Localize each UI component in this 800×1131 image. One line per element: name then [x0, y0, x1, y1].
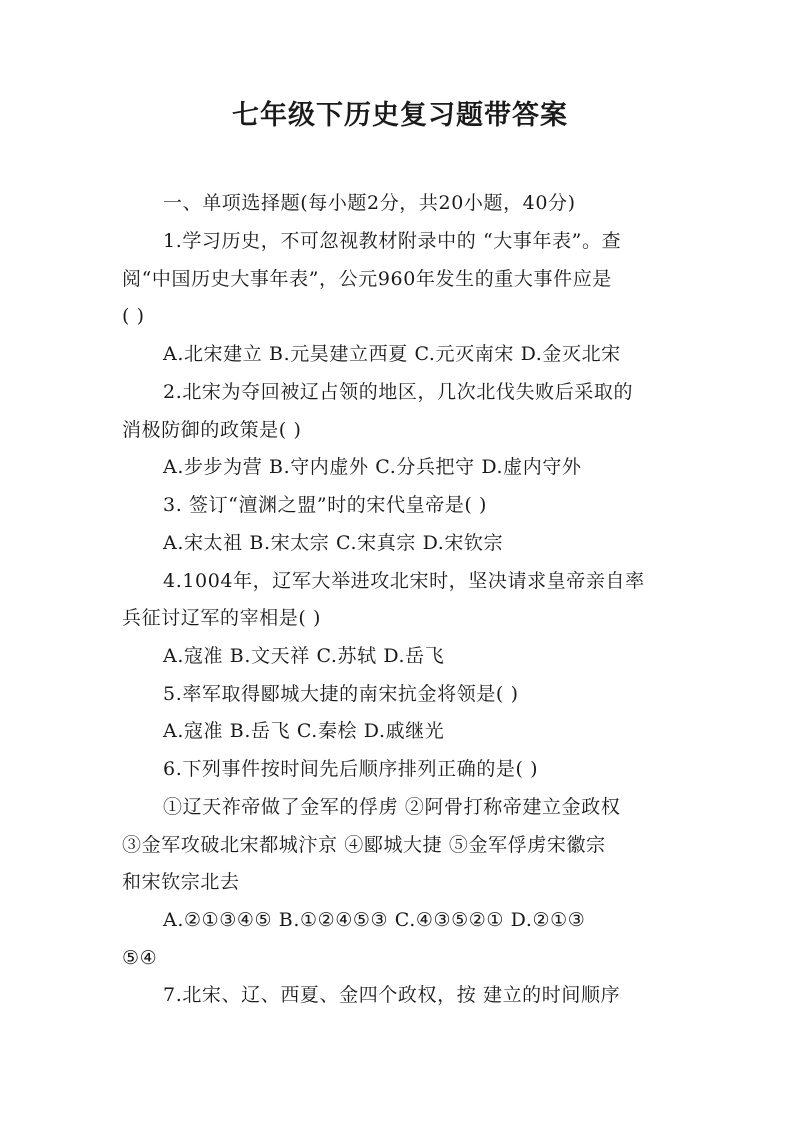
question-6-options-1: A.②①③④⑤ B.①②④⑤③ C.④③⑤②① D.②①③ — [163, 909, 586, 931]
question-2-line-2: 消极防御的政策是( ) — [122, 419, 302, 441]
question-1-line-3: ( ) — [122, 305, 145, 327]
question-1-line-1: 1.学习历史，不可忽视教材附录中的 “大事年表”。查 — [163, 230, 622, 252]
question-1-line-2: 阅“中国历史大事年表”，公元960年发生的重大事件应是 — [122, 268, 612, 290]
question-3-line-1: 3. 签订“澶渊之盟”时的宋代皇帝是( ) — [163, 494, 488, 516]
question-3-options: A.宋太祖 B.宋太宗 C.宋真宗 D.宋钦宗 — [163, 532, 504, 554]
question-5-options: A.寇准 B.岳飞 C.秦桧 D.戚继光 — [163, 720, 445, 742]
question-2-options: A.步步为营 B.守内虚外 C.分兵把守 D.虚内守外 — [163, 456, 582, 478]
document-title: 七年级下历史复习题带答案 — [232, 100, 568, 131]
question-5-line-1: 5.率军取得郾城大捷的南宋抗金将领是( ) — [163, 683, 519, 705]
question-4-line-1: 4.1004年，辽军大举进攻北宋时，坚决请求皇帝亲自率 — [163, 570, 645, 592]
question-4-line-2: 兵征讨辽军的宰相是( ) — [122, 607, 322, 629]
question-6-options-2: ⑤④ — [122, 947, 158, 969]
question-6-line-1: 6.下列事件按时间先后顺序排列正确的是( ) — [163, 758, 539, 780]
question-2-line-1: 2.北宋为夺回被辽占领的地区，几次北伐失败后采取的 — [163, 381, 634, 403]
question-6-events-3: 和宋钦宗北去 — [122, 871, 240, 893]
question-1-options: A.北宋建立 B.元昊建立西夏 C.元灭南宋 D.金灭北宋 — [163, 343, 621, 365]
question-4-options: A.寇准 B.文天祥 C.苏轼 D.岳飞 — [163, 645, 445, 667]
question-7-line-1: 7.北宋、辽、西夏、金四个政权，按 建立的时间顺序 — [163, 984, 621, 1006]
question-6-events-2: ③金军攻破北宋都城汴京 ④郾城大捷 ⑤金军俘虏宋徽宗 — [122, 834, 606, 856]
section-heading: 一、单项选择题(每小题2分，共20小题，40分) — [163, 192, 576, 214]
question-6-events-1: ①辽天祚帝做了金军的俘虏 ②阿骨打称帝建立金政权 — [163, 796, 621, 818]
